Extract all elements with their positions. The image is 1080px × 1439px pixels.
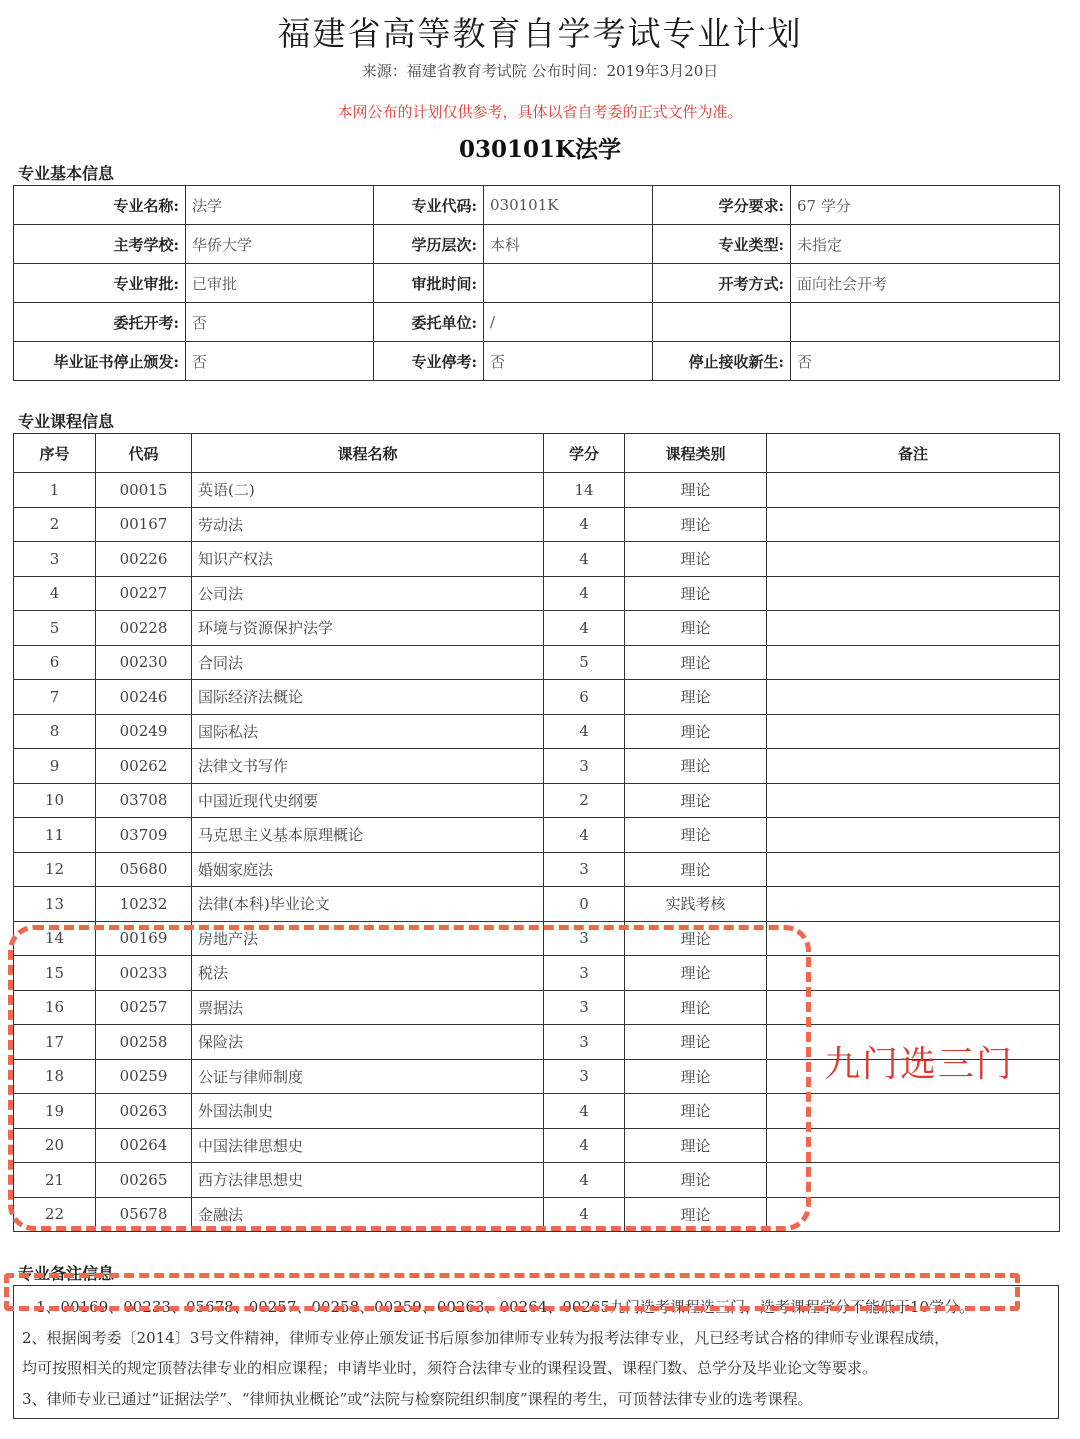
- table-row: [14, 990, 1060, 1025]
- course-credits: 4: [544, 542, 625, 577]
- basic-info-label: 毕业证书停止颁发:: [14, 342, 186, 381]
- table-row: [14, 887, 1060, 922]
- course-name: 保险法: [192, 1025, 544, 1060]
- course-type: 理论: [625, 1163, 767, 1198]
- source-line: 来源：福建省教育考试院 公布时间：2019年3月20日: [361, 62, 719, 80]
- course-type: 理论: [625, 783, 767, 818]
- course-code: 00259: [96, 1059, 192, 1094]
- basic-info-label: 停止接收新生:: [653, 342, 791, 381]
- table-row: [14, 611, 1060, 646]
- disclaimer-notice: 本网公布的计划仅供参考，具体以省自考委的正式文件为准。: [337, 103, 743, 121]
- course-code: 00227: [96, 576, 192, 611]
- basic-info-value: 未指定: [791, 225, 1060, 264]
- course-code: 00263: [96, 1094, 192, 1129]
- course-type: 理论: [625, 956, 767, 991]
- course-credits: 4: [544, 611, 625, 646]
- column-header: 序号: [14, 434, 96, 473]
- course-name: 房地产法: [192, 921, 544, 956]
- basic-info-label: [653, 303, 791, 342]
- course-index: 17: [14, 1025, 96, 1060]
- basic-info-value: 67 学分: [791, 186, 1060, 225]
- course-type: 理论: [625, 990, 767, 1025]
- column-header: 学分: [544, 434, 625, 473]
- course-type: 理论: [625, 473, 767, 508]
- course-index: 15: [14, 956, 96, 991]
- course-type: 理论: [625, 1197, 767, 1232]
- course-name: 公证与律师制度: [192, 1059, 544, 1094]
- course-code: 00258: [96, 1025, 192, 1060]
- course-index: 22: [14, 1197, 96, 1232]
- course-index: 14: [14, 921, 96, 956]
- basic-info-value: 否: [186, 303, 374, 342]
- note-line: 均可按照相关的规定顶替法律专业的相应课程；申请毕业时，须符合法律专业的课程设置、课程门数、总学分及毕业论文等要求。: [22, 1359, 878, 1377]
- course-remark: [767, 473, 1060, 508]
- course-name: 国际私法: [192, 714, 544, 749]
- basic-info-label: 专业停考:: [374, 342, 484, 381]
- basic-info-label: 主考学校:: [14, 225, 186, 264]
- course-credits: 4: [544, 1163, 625, 1198]
- table-row: [14, 783, 1060, 818]
- course-credits: 4: [544, 507, 625, 542]
- course-index: 7: [14, 680, 96, 715]
- basic-info-label: 学分要求:: [653, 186, 791, 225]
- course-name: 法律文书写作: [192, 749, 544, 784]
- course-name: 英语(二): [192, 473, 544, 508]
- course-remark: [767, 783, 1060, 818]
- course-name: 国际经济法概论: [192, 680, 544, 715]
- section-notes-title: 专业备注信息: [18, 1264, 115, 1283]
- course-remark: [767, 714, 1060, 749]
- course-code: 00169: [96, 921, 192, 956]
- course-index: 16: [14, 990, 96, 1025]
- course-code: 00015: [96, 473, 192, 508]
- course-credits: 3: [544, 956, 625, 991]
- course-type: 理论: [625, 611, 767, 646]
- basic-info-label: 专业类型:: [653, 225, 791, 264]
- course-remark: [767, 749, 1060, 784]
- course-remark: [767, 645, 1060, 680]
- basic-info-value: /: [484, 303, 653, 342]
- table-row: [14, 956, 1060, 991]
- table-row: [14, 852, 1060, 887]
- course-type: 理论: [625, 507, 767, 542]
- course-code: 00230: [96, 645, 192, 680]
- table-row: [14, 1094, 1060, 1129]
- course-name: 中国近现代史纲要: [192, 783, 544, 818]
- course-name: 合同法: [192, 645, 544, 680]
- course-type: 理论: [625, 818, 767, 853]
- table-row: [14, 1197, 1060, 1232]
- course-credits: 3: [544, 990, 625, 1025]
- course-code: 00249: [96, 714, 192, 749]
- section-basic-info-title: 专业基本信息: [18, 164, 115, 183]
- course-code: 03709: [96, 818, 192, 853]
- course-name: 金融法: [192, 1197, 544, 1232]
- table-row: [14, 576, 1060, 611]
- course-name: 法律(本科)毕业论文: [192, 887, 544, 922]
- course-table: [13, 433, 1060, 1232]
- table-row: [14, 473, 1060, 508]
- course-type: 理论: [625, 749, 767, 784]
- course-code: 00246: [96, 680, 192, 715]
- course-index: 10: [14, 783, 96, 818]
- course-remark: [767, 1128, 1060, 1163]
- note-line: 1、00169、00233、05678、00257、00258、00259、00263、00264、00265九门选考课程选三门，选考课程学分不能低于10学分。: [36, 1298, 975, 1316]
- page-title: 福建省高等教育自学考试专业计划: [277, 14, 803, 53]
- basic-info-row: [14, 225, 1060, 264]
- basic-info-value: 否: [484, 342, 653, 381]
- course-name: 环境与资源保护法学: [192, 611, 544, 646]
- table-row: [14, 714, 1060, 749]
- course-type: 理论: [625, 921, 767, 956]
- notes-box: [13, 1285, 1059, 1419]
- course-credits: 3: [544, 852, 625, 887]
- course-code: 00265: [96, 1163, 192, 1198]
- section-courses-title: 专业课程信息: [18, 412, 115, 431]
- course-credits: 14: [544, 473, 625, 508]
- course-remark: [767, 990, 1060, 1025]
- course-remark: [767, 956, 1060, 991]
- course-index: 8: [14, 714, 96, 749]
- basic-info-label: 委托单位:: [374, 303, 484, 342]
- course-index: 9: [14, 749, 96, 784]
- basic-info-value: 否: [186, 342, 374, 381]
- basic-info-row: [14, 303, 1060, 342]
- column-header: 代码: [96, 434, 192, 473]
- course-credits: 3: [544, 1059, 625, 1094]
- course-credits: 4: [544, 818, 625, 853]
- basic-info-value: 华侨大学: [186, 225, 374, 264]
- basic-info-value: 面向社会开考: [791, 264, 1060, 303]
- course-name: 劳动法: [192, 507, 544, 542]
- course-name: 票据法: [192, 990, 544, 1025]
- course-name: 知识产权法: [192, 542, 544, 577]
- course-remark: [767, 507, 1060, 542]
- course-code: 00167: [96, 507, 192, 542]
- note-line: 2、根据闽考委〔2014〕3号文件精神，律师专业停止颁发证书后原参加律师专业转为报考法律专业，凡已经考试合格的律师专业课程成绩，: [22, 1329, 950, 1347]
- basic-info-value: 否: [791, 342, 1060, 381]
- course-credits: 4: [544, 576, 625, 611]
- basic-info-value: 本科: [484, 225, 653, 264]
- course-index: 12: [14, 852, 96, 887]
- course-type: 实践考核: [625, 887, 767, 922]
- course-code: 03708: [96, 783, 192, 818]
- basic-info-label: 审批时间:: [374, 264, 484, 303]
- course-name: 税法: [192, 956, 544, 991]
- course-index: 13: [14, 887, 96, 922]
- basic-info-table: [13, 185, 1060, 381]
- table-row: [14, 680, 1060, 715]
- note-line: 3、律师专业已通过“证据法学”、“律师执业概论”或“法院与检察院组织制度”课程的考生，可顶替法律专业的选考课程。: [22, 1390, 813, 1408]
- course-code: 00264: [96, 1128, 192, 1163]
- course-type: 理论: [625, 1059, 767, 1094]
- course-code: 05678: [96, 1197, 192, 1232]
- course-name: 西方法律思想史: [192, 1163, 544, 1198]
- course-index: 2: [14, 507, 96, 542]
- course-remark: [767, 1197, 1060, 1232]
- course-credits: 4: [544, 1197, 625, 1232]
- course-type: 理论: [625, 645, 767, 680]
- course-type: 理论: [625, 542, 767, 577]
- basic-info-label: 专业代码:: [374, 186, 484, 225]
- major-title: 030101K法学: [458, 136, 621, 163]
- basic-info-row: [14, 342, 1060, 381]
- course-index: 3: [14, 542, 96, 577]
- course-credits: 3: [544, 1025, 625, 1060]
- course-code: 00262: [96, 749, 192, 784]
- course-code: 00233: [96, 956, 192, 991]
- course-name: 中国法律思想史: [192, 1128, 544, 1163]
- table-row: [14, 749, 1060, 784]
- course-index: 20: [14, 1128, 96, 1163]
- basic-info-label: 专业名称:: [14, 186, 186, 225]
- table-row: [14, 921, 1060, 956]
- course-index: 6: [14, 645, 96, 680]
- course-remark: [767, 818, 1060, 853]
- course-remark: [767, 576, 1060, 611]
- course-index: 19: [14, 1094, 96, 1129]
- course-index: 1: [14, 473, 96, 508]
- course-remark: [767, 611, 1060, 646]
- course-type: 理论: [625, 576, 767, 611]
- course-credits: 2: [544, 783, 625, 818]
- course-code: 10232: [96, 887, 192, 922]
- course-credits: 5: [544, 645, 625, 680]
- column-header: 课程名称: [192, 434, 544, 473]
- course-index: 4: [14, 576, 96, 611]
- table-row: [14, 542, 1060, 577]
- course-index: 5: [14, 611, 96, 646]
- course-name: 公司法: [192, 576, 544, 611]
- basic-info-value: 已审批: [186, 264, 374, 303]
- course-name: 婚姻家庭法: [192, 852, 544, 887]
- basic-info-row: [14, 186, 1060, 225]
- basic-info-label: 专业审批:: [14, 264, 186, 303]
- course-type: 理论: [625, 852, 767, 887]
- course-credits: 0: [544, 887, 625, 922]
- table-row: [14, 1128, 1060, 1163]
- table-row: [14, 818, 1060, 853]
- basic-info-value: 030101K: [484, 186, 653, 225]
- course-name: 马克思主义基本原理概论: [192, 818, 544, 853]
- course-credits: 6: [544, 680, 625, 715]
- basic-info-row: [14, 264, 1060, 303]
- column-header: 备注: [767, 434, 1060, 473]
- course-index: 18: [14, 1059, 96, 1094]
- elective-annotation: 九门选三门: [824, 1044, 1015, 1085]
- course-remark: [767, 680, 1060, 715]
- basic-info-value: [791, 303, 1060, 342]
- course-remark: [767, 887, 1060, 922]
- basic-info-value: 法学: [186, 186, 374, 225]
- course-remark: [767, 1094, 1060, 1129]
- basic-info-label: 学历层次:: [374, 225, 484, 264]
- course-type: 理论: [625, 1025, 767, 1060]
- basic-info-value: [484, 264, 653, 303]
- basic-info-label: 开考方式:: [653, 264, 791, 303]
- course-credits: 4: [544, 714, 625, 749]
- course-code: 00257: [96, 990, 192, 1025]
- basic-info-label: 委托开考:: [14, 303, 186, 342]
- course-credits: 4: [544, 1128, 625, 1163]
- course-remark: [767, 1163, 1060, 1198]
- course-type: 理论: [625, 714, 767, 749]
- course-index: 11: [14, 818, 96, 853]
- course-type: 理论: [625, 1128, 767, 1163]
- course-remark: [767, 852, 1060, 887]
- course-code: 00228: [96, 611, 192, 646]
- table-row: [14, 645, 1060, 680]
- course-index: 21: [14, 1163, 96, 1198]
- course-code: 00226: [96, 542, 192, 577]
- course-name: 外国法制史: [192, 1094, 544, 1129]
- course-credits: 3: [544, 921, 625, 956]
- course-remark: [767, 921, 1060, 956]
- course-credits: 4: [544, 1094, 625, 1129]
- course-type: 理论: [625, 680, 767, 715]
- column-header: 课程类别: [625, 434, 767, 473]
- table-row: [14, 507, 1060, 542]
- table-row: [14, 1163, 1060, 1198]
- course-credits: 3: [544, 749, 625, 784]
- course-code: 05680: [96, 852, 192, 887]
- course-table-header: [14, 434, 1060, 473]
- course-remark: [767, 542, 1060, 577]
- course-type: 理论: [625, 1094, 767, 1129]
